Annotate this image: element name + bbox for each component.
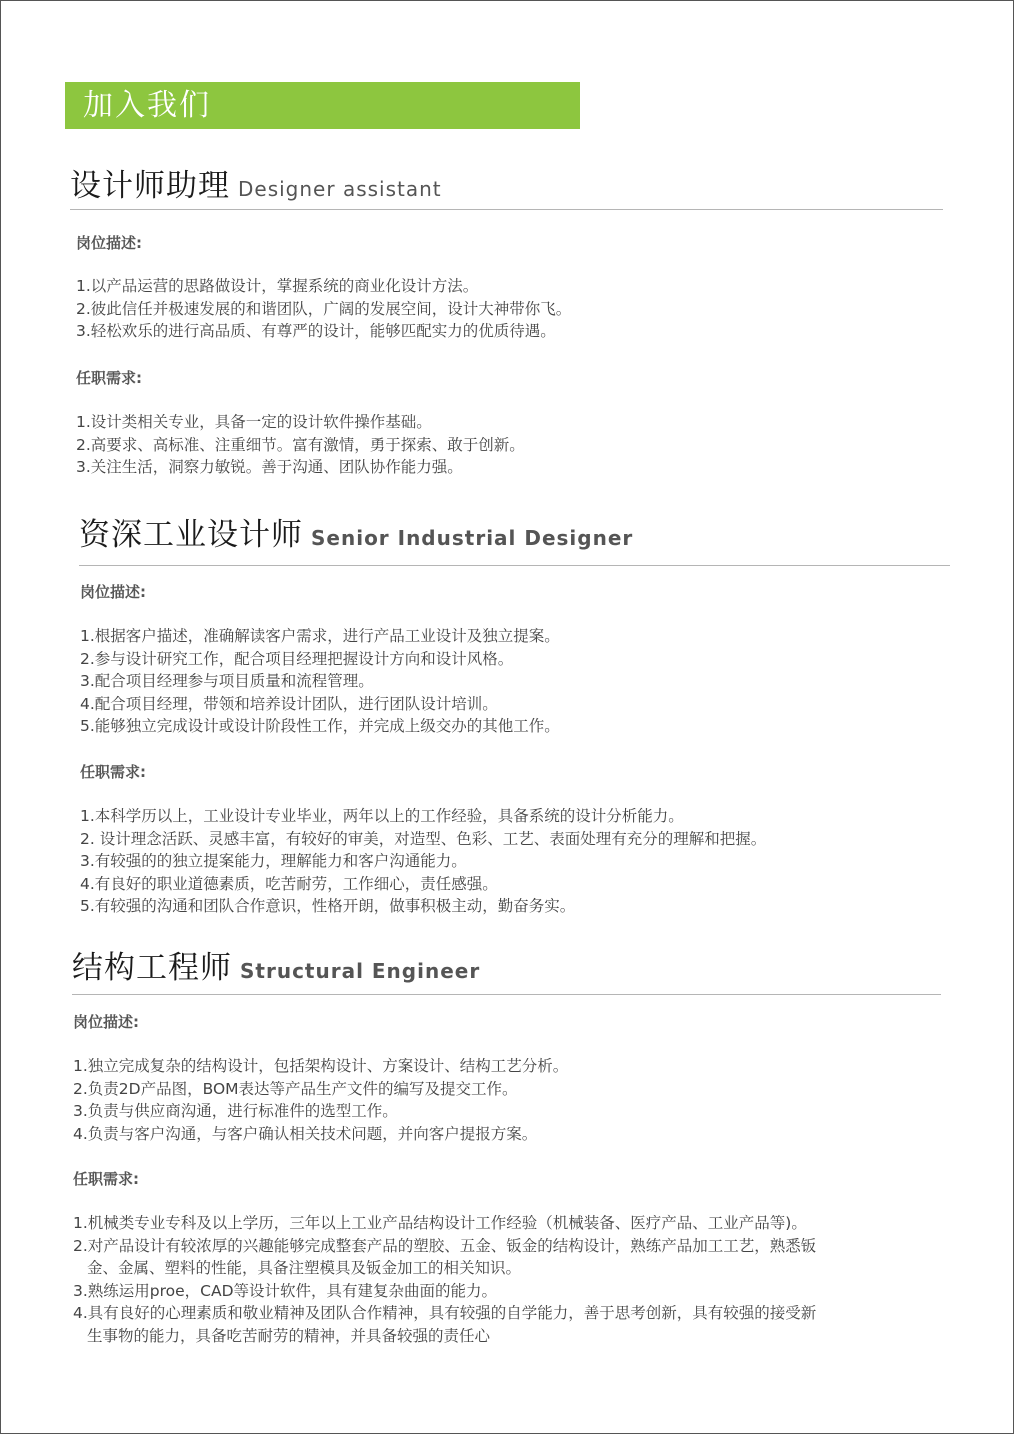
section-title — [70, 164, 442, 208]
list-item: 3.负责与供应商沟通，进行标准件的选型工作。 — [73, 1102, 398, 1121]
list-item: 2.彼此信任并极速发展的和谐团队，广阔的发展空间，设计大神带你飞。 — [76, 299, 572, 318]
job-requirements-list — [73, 1212, 816, 1348]
section-title — [79, 513, 633, 557]
job-description-list — [80, 625, 560, 738]
list-item: 2.参与设计研究工作，配合项目经理把握设计方向和设计风格。 — [80, 649, 514, 668]
list-item: 3.轻松欢乐的进行高品质、有尊严的设计，能够匹配实力的优质待遇。 — [76, 322, 556, 341]
section-title-en: Structural Engineer — [240, 959, 481, 983]
section-title-en: Senior Industrial Designer — [311, 526, 634, 550]
section-title-cn: 设计师助理 — [70, 168, 230, 204]
list-item: 4.负责与客户沟通，与客户确认相关技术问题，并向客户提报方案。 — [73, 1124, 538, 1143]
section-divider — [79, 565, 950, 566]
section-title — [72, 946, 480, 990]
section-title-cn: 资深工业设计师 — [79, 517, 303, 553]
list-item: 2. 设计理念活跃、灵感丰富，有较好的审美，对造型、色彩、工艺、表面处理有充分的理解和把握。 — [80, 829, 767, 848]
section-divider — [72, 994, 941, 995]
list-item: 4.有良好的职业道德素质，吃苦耐劳，工作细心，责任感强。 — [80, 874, 498, 893]
job-description-label: 岗位描述: — [73, 1013, 139, 1031]
list-item: 2.负责2D产品图，BOM表达等产品生产文件的编写及提交工作。 — [73, 1079, 518, 1098]
section-divider — [70, 209, 943, 210]
list-item: 金、金属、塑料的性能，具备注塑模具及钣金加工的相关知识。 — [87, 1259, 522, 1278]
banner-title: 加入我们 — [83, 88, 211, 123]
job-requirements-list — [80, 805, 766, 918]
job-description-label: 岗位描述: — [80, 583, 146, 601]
join-us-banner — [65, 82, 580, 129]
job-requirements-list — [76, 411, 525, 479]
list-item: 4.配合项目经理，带领和培养设计团队，进行团队设计培训。 — [80, 694, 498, 713]
section-structural-engineer — [72, 946, 480, 990]
list-item: 生事物的能力，具备吃苦耐劳的精神，并具备较强的责任心 — [87, 1326, 491, 1345]
list-item: 3.关注生活，洞察力敏锐。善于沟通、团队协作能力强。 — [76, 458, 463, 477]
list-item: 1.独立完成复杂的结构设计，包括架构设计、方案设计、结构工艺分析。 — [73, 1057, 569, 1075]
section-title-cn: 结构工程师 — [72, 950, 232, 986]
list-item: 1.以产品运营的思路做设计，掌握系统的商业化设计方法。 — [76, 277, 479, 295]
job-description-label: 岗位描述: — [76, 234, 142, 252]
list-item: 1.根据客户描述，准确解读客户需求，进行产品工业设计及独立提案。 — [80, 627, 560, 645]
job-requirements-label: 任职需求: — [76, 369, 142, 387]
job-description-list — [73, 1055, 568, 1145]
list-item: 2.高要求、高标准、注重细节。富有激情，勇于探索、敢于创新。 — [76, 435, 525, 454]
list-item: 5.能够独立完成设计或设计阶段性工作，并完成上级交办的其他工作。 — [80, 717, 560, 736]
list-item: 3.配合项目经理参与项目质量和流程管理。 — [80, 672, 374, 691]
list-item: 1.设计类相关专业，具备一定的设计软件操作基础。 — [76, 413, 432, 431]
section-title-en: Designer assistant — [238, 177, 442, 201]
job-requirements-label: 任职需求: — [80, 763, 146, 781]
list-item: 3.熟练运用proe，CAD等设计软件，具有建复杂曲面的能力。 — [73, 1281, 498, 1300]
section-designer-assistant — [70, 164, 442, 208]
job-description-list — [76, 275, 571, 343]
list-item: 1.机械类专业专科及以上学历，三年以上工业产品结构设计工作经验（机械装备、医疗产品、工业产品等)。 — [73, 1214, 807, 1232]
section-senior-industrial-designer — [79, 513, 633, 557]
list-item: 1.本科学历以上，工业设计专业毕业，两年以上的工作经验，具备系统的设计分析能力。 — [80, 807, 684, 825]
list-item: 2.对产品设计有较浓厚的兴趣能够完成整套产品的塑胶、五金、钣金的结构设计，熟练产品加工工艺，熟悉钣 — [73, 1236, 817, 1255]
list-item: 5.有较强的沟通和团队合作意识，性格开朗，做事积极主动，勤奋务实。 — [80, 897, 576, 916]
list-item: 3.有较强的的独立提案能力，理解能力和客户沟通能力。 — [80, 852, 467, 871]
job-requirements-label: 任职需求: — [73, 1170, 139, 1188]
list-item: 4.具有良好的心理素质和敬业精神及团队合作精神，具有较强的自学能力，善于思考创新，具有较强的接受新 — [73, 1304, 817, 1323]
